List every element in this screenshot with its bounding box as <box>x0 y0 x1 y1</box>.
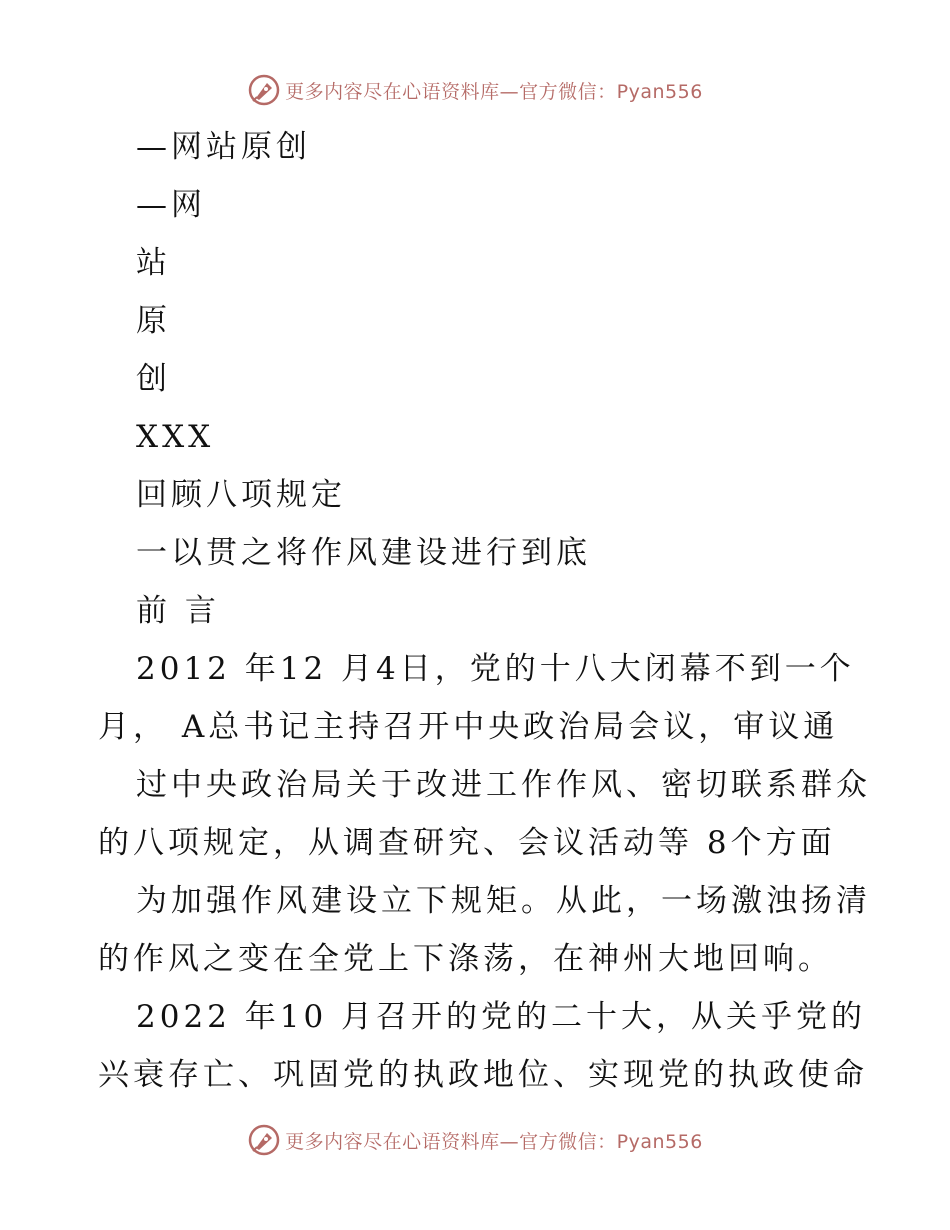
document-title-line-1: 回顾八项规定 <box>136 477 346 513</box>
paragraph-line: 兴衰存亡、巩固党的执政地位、实现党的执政使命 <box>98 1057 868 1093</box>
paragraph-line: 过中央政治局关于改进工作作风、密切联系群众 <box>136 767 871 803</box>
text-line: 创 <box>136 361 171 397</box>
paragraph-line: 的八项规定，从调查研究、会议活动等 8个方面 <box>98 825 836 861</box>
text-line: XXX <box>136 419 215 455</box>
paragraph-line: 2012 年12 月4日，党的十八大闭幕不到一个 <box>136 651 855 687</box>
footer-watermark-banner <box>0 1120 950 1160</box>
document-title-line-2: 一以贯之将作风建设进行到底 <box>136 535 591 571</box>
paragraph-line: 为加强作风建设立下规矩。从此，一场激浊扬清 <box>136 883 871 919</box>
pen-nib-logo-icon <box>247 73 281 107</box>
text-line: —网 <box>136 187 206 223</box>
section-heading-preface: 前 言 <box>136 593 220 629</box>
paragraph-line: 月， A总书记主持召开中央政治局会议，审议通 <box>98 709 839 745</box>
paragraph-line: 2022 年10 月召开的党的二十大，从关乎党的 <box>136 999 867 1035</box>
text-line: 站 <box>136 245 171 281</box>
watermark-text: 更多内容尽在心语资料库—官方微信：Pyan556 <box>285 1130 703 1153</box>
text-line: 原 <box>136 303 171 339</box>
pen-nib-logo-icon <box>247 1123 281 1157</box>
header-watermark-banner <box>0 70 950 110</box>
text-line: —网站原创 <box>136 129 311 165</box>
paragraph-line: 的作风之变在全党上下涤荡，在神州大地回响。 <box>98 941 833 977</box>
watermark-text: 更多内容尽在心语资料库—官方微信：Pyan556 <box>285 80 703 103</box>
